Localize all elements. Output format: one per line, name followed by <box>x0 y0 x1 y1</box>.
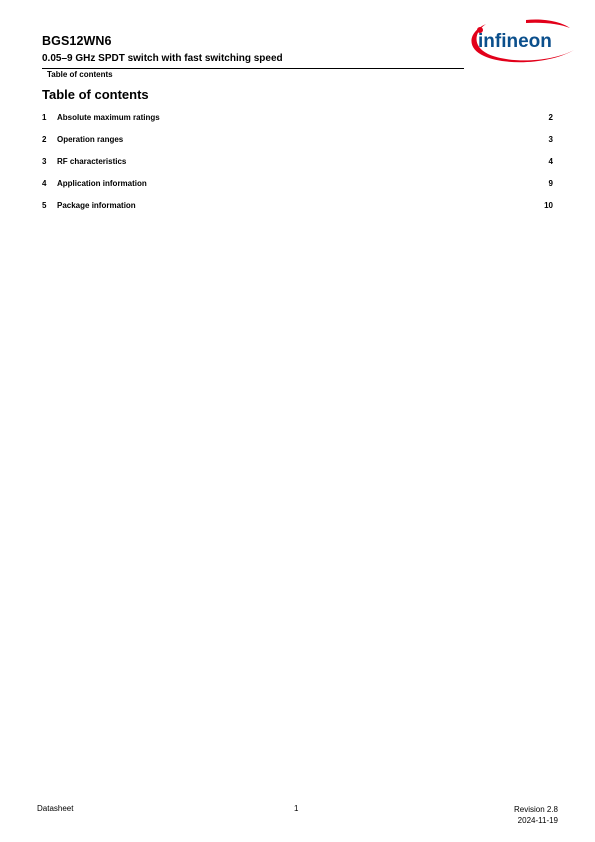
footer-date: 2024-11-19 <box>517 816 558 825</box>
toc-list <box>42 113 553 223</box>
toc-entry-page[interactable]: 4 <box>548 157 553 166</box>
toc-entry-page[interactable]: 10 <box>544 201 553 210</box>
toc-heading: Table of contents <box>42 87 149 102</box>
toc-entry[interactable] <box>42 113 553 135</box>
toc-entry-title[interactable]: Operation ranges <box>57 135 124 144</box>
toc-entry-title[interactable]: RF characteristics <box>57 157 127 166</box>
section-label: Table of contents <box>47 70 113 79</box>
toc-entry-number: 1 <box>42 113 47 122</box>
toc-entry[interactable] <box>42 157 553 179</box>
toc-entry[interactable] <box>42 179 553 201</box>
footer-revision-block <box>514 804 558 826</box>
toc-entry-number: 4 <box>42 179 47 188</box>
toc-entry-page[interactable]: 9 <box>548 179 553 188</box>
toc-entry[interactable] <box>42 135 553 157</box>
infineon-logo <box>466 14 578 66</box>
toc-entry-page[interactable]: 2 <box>548 113 553 122</box>
logo-wordmark: infineon <box>478 31 552 52</box>
footer-doc-type: Datasheet <box>37 804 74 813</box>
footer-page-number: 1 <box>294 804 299 813</box>
toc-entry-title[interactable]: Absolute maximum ratings <box>57 113 160 122</box>
toc-entry-number: 5 <box>42 201 47 210</box>
document-title: BGS12WN6 <box>42 34 112 48</box>
toc-entry[interactable] <box>42 201 553 223</box>
toc-entry-page[interactable]: 3 <box>548 135 553 144</box>
document-subtitle: 0.05–9 GHz SPDT switch with fast switching speed <box>42 53 283 64</box>
toc-entry-number: 3 <box>42 157 47 166</box>
toc-entry-number: 2 <box>42 135 47 144</box>
header-rule <box>42 68 464 69</box>
toc-entry-title[interactable]: Application information <box>57 179 147 188</box>
toc-entry-title[interactable]: Package information <box>57 201 136 210</box>
footer-revision: Revision 2.8 <box>513 805 558 814</box>
